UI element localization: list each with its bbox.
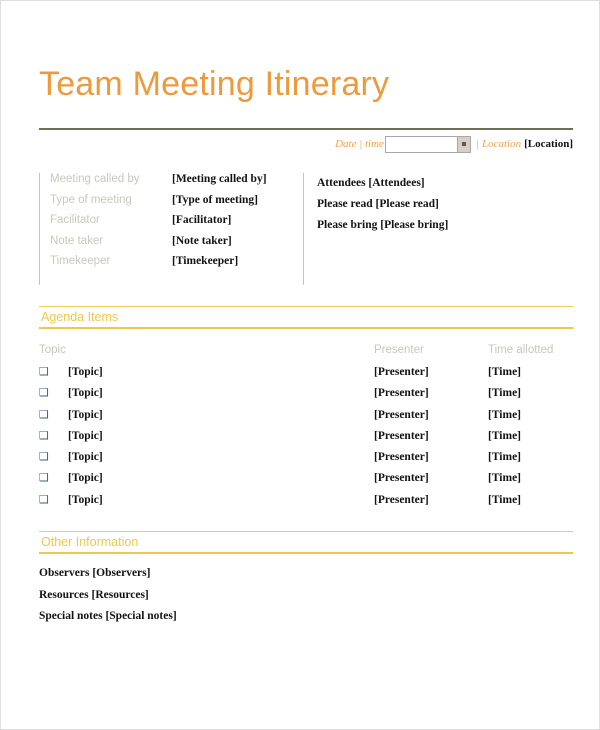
info-label: Meeting called by	[50, 173, 140, 185]
cell-presenter[interactable]: [Presenter]	[374, 366, 429, 378]
cell-time[interactable]: [Time]	[488, 451, 522, 464]
info-label: Facilitator	[50, 214, 100, 226]
section-rule-bottom	[39, 327, 573, 329]
info-value[interactable]: [Meeting called by]	[172, 173, 267, 185]
agenda-table	[39, 344, 573, 515]
section-header-agenda-items	[39, 306, 573, 329]
checkbox-icon[interactable]: ❑	[39, 407, 49, 421]
meeting-info-block	[39, 173, 573, 285]
info-row-please-bring[interactable]: Please bring [Please bring]	[317, 219, 449, 231]
location-value: [Location]	[524, 138, 573, 150]
cell-topic[interactable]: [Topic]	[68, 366, 103, 378]
cell-time[interactable]: [Time]	[488, 472, 522, 485]
chevron-down-icon[interactable]	[457, 137, 470, 152]
list-item-observers[interactable]: Observers [Observers]	[39, 567, 151, 579]
section-header-other-information	[39, 531, 573, 554]
date-time-label: Date | time	[335, 138, 384, 150]
info-label: Timekeeper	[50, 255, 111, 267]
column-header-topic: Topic	[39, 344, 66, 356]
table-row	[39, 387, 573, 408]
cell-presenter[interactable]: [Presenter]	[374, 387, 429, 400]
table-row	[39, 494, 573, 515]
meta-row	[39, 133, 573, 155]
meta-separator: |	[475, 138, 479, 150]
info-value[interactable]: [Facilitator]	[172, 214, 232, 226]
column-header-presenter: Presenter	[374, 344, 424, 356]
info-row-note-taker	[50, 235, 303, 256]
cell-topic[interactable]: [Topic]	[68, 472, 103, 485]
list-item-special-notes[interactable]: Special notes [Special notes]	[39, 610, 177, 622]
info-row-please-read[interactable]: Please read [Please read]	[317, 198, 439, 210]
section-title: Agenda Items	[41, 310, 119, 324]
date-time-field[interactable]	[385, 136, 471, 153]
checkbox-icon[interactable]: ❑	[39, 428, 49, 442]
cell-presenter[interactable]: [Presenter]	[374, 493, 429, 506]
section-rule-bottom	[39, 552, 573, 554]
cell-presenter[interactable]: [Presenter]	[374, 408, 429, 421]
info-value[interactable]: [Timekeeper]	[172, 255, 239, 267]
checkbox-icon[interactable]: ❑	[39, 450, 49, 464]
agenda-table-header	[39, 344, 573, 366]
cell-presenter[interactable]: [Presenter]	[374, 451, 429, 464]
info-row-facilitator	[50, 214, 303, 235]
cell-time[interactable]: [Time]	[488, 387, 522, 400]
info-row-type-of-meeting	[50, 194, 303, 215]
cell-presenter[interactable]: [Presenter]	[374, 429, 429, 442]
checkbox-icon[interactable]: ❑	[39, 386, 49, 400]
table-row	[39, 451, 573, 472]
cell-topic[interactable]: [Topic]	[68, 451, 103, 464]
checkbox-icon[interactable]: ❑	[39, 492, 49, 506]
cell-topic[interactable]: [Topic]	[68, 429, 103, 442]
cell-time[interactable]: [Time]	[488, 408, 522, 421]
info-value[interactable]: [Type of meeting]	[172, 193, 259, 206]
cell-time[interactable]: [Time]	[488, 429, 522, 442]
title-divider	[39, 128, 573, 130]
checkbox-icon[interactable]: ❑	[39, 471, 49, 485]
cell-time[interactable]: [Time]	[488, 493, 522, 506]
list-item-resources[interactable]: Resources [Resources]	[39, 588, 149, 601]
table-row	[39, 366, 573, 387]
page-title: Team Meeting Itinerary	[39, 65, 390, 103]
other-information-list	[39, 563, 573, 628]
table-row	[39, 472, 573, 493]
cell-topic[interactable]: [Topic]	[68, 387, 103, 400]
checkbox-icon[interactable]: ❑	[39, 365, 49, 378]
info-label: Type of meeting	[50, 193, 132, 206]
cell-topic[interactable]: [Topic]	[68, 408, 103, 421]
section-title: Other Information	[41, 535, 139, 549]
info-row-attendees[interactable]: Attendees [Attendees]	[317, 177, 425, 189]
table-row	[39, 430, 573, 451]
cell-presenter[interactable]: [Presenter]	[374, 472, 429, 485]
cell-topic[interactable]: [Topic]	[68, 493, 103, 506]
location-label: Location	[481, 138, 522, 150]
meeting-info-left-column	[39, 173, 303, 285]
table-row	[39, 409, 573, 430]
column-header-time: Time allotted	[488, 344, 554, 356]
info-row-meeting-called-by	[50, 173, 303, 194]
info-value[interactable]: [Note taker]	[172, 234, 232, 247]
cell-time[interactable]: [Time]	[488, 366, 522, 378]
info-row-timekeeper	[50, 255, 303, 276]
info-label: Note taker	[50, 234, 104, 247]
meeting-info-right-column	[303, 173, 573, 285]
date-time-input[interactable]	[386, 137, 457, 152]
